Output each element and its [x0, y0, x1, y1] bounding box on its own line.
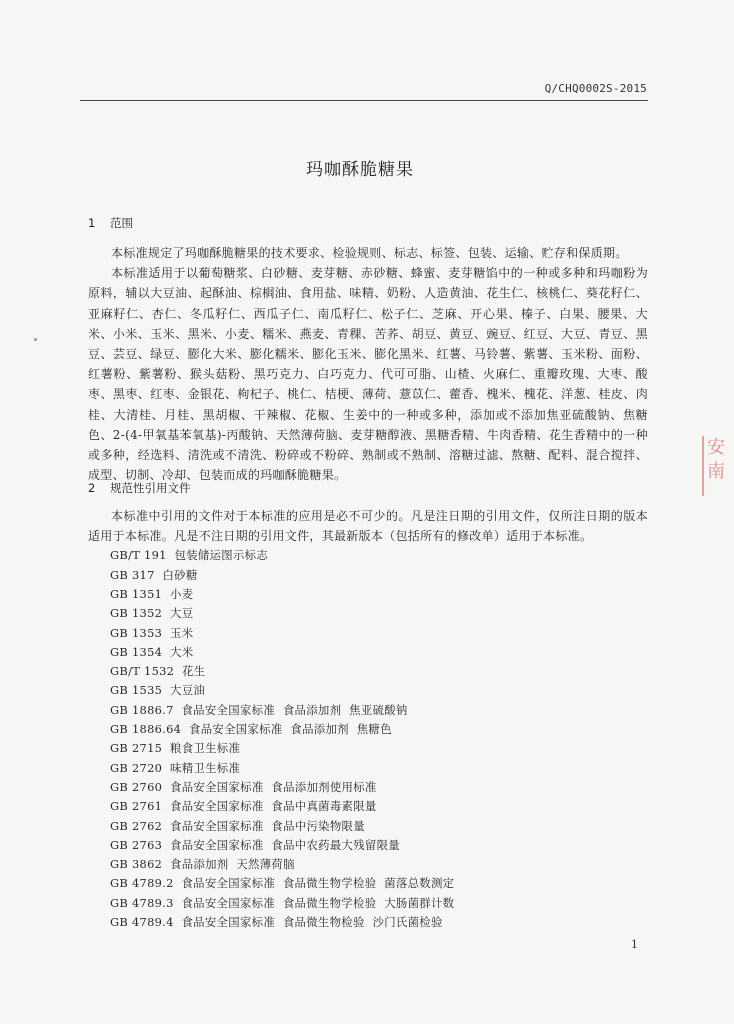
section-heading [88, 480, 648, 496]
reference-item: GB/T 1532 花生 [110, 664, 206, 679]
reference-list [88, 546, 648, 932]
reference-item: GB 4789.3 食品安全国家标准 食品微生物学检验 大肠菌群计数 [110, 895, 455, 910]
header-rule [80, 100, 648, 101]
reference-item: GB 1351 小麦 [110, 587, 194, 601]
reference-item: GB 2715 粮食卫生标准 [110, 741, 241, 756]
reference-item: GB 1886.7 食品安全国家标准 食品添加剂 焦亚硫酸钠 [110, 702, 408, 717]
paragraph: 本标准中引用的文件对于本标准的应用是必不可少的。凡是注日期的引用文件，仅所注日期的版本适用于本标准。凡是不注日期的引用文件，其最新版本（包括所有的修改单）适用于本标准。 [88, 509, 648, 544]
reference-item: GB 1352 大豆 [110, 606, 194, 621]
section-normative-references [88, 480, 648, 932]
reference-item: GB 1353 玉米 [110, 625, 194, 640]
section-title: 范围 [110, 216, 133, 230]
paragraph: 本标准适用于以葡萄糖浆、白砂糖、麦芽糖、赤砂糖、蜂蜜、麦芽糖馅中的一种或多种和玛咖粉为原料，辅以大豆油、起酥油、棕榈油、食用盐、味精、奶粉、人造黄油、花生仁、核桃仁、葵花籽仁、亚麻籽仁、杏仁、冬瓜籽仁、西瓜子仁、南瓜籽仁、松子仁、芝麻、开心果、榛子、白果、腰果、大米、小米、玉米、黑米、小麦、糯米、燕麦、青稞、苦荞、胡豆、黄豆、豌豆、红豆、大豆、青豆、黑豆、芸豆、绿豆、膨化大米、膨化糯米、膨化玉米、膨化黑米、红薯、马铃薯、紫薯、玉米粉、面粉、红薯粉、紫薯粉、猴头菇粉、黑巧克力、白巧克力、代可可脂、山楂、火麻仁、重瓣玫瑰、大枣、酸枣、黑枣、红枣、金银花、枸杞子、桃仁、桔梗、薄荷、薏苡仁、藿香、槐米、槐花、洋葱、桂皮、肉桂、大清桂、月桂、黑胡椒、干辣椒、花椒、生姜中的一种或多种，添加或不添加焦亚硫酸钠、焦糖色、2-(4-甲氧基苯氧基)-丙酸钠、天然薄荷脑、麦芽糖醇液、黑糖香精、牛肉香精、花生香精中的一种或多种，经选料、清洗或不清洗、粉碎或不粉碎、熟制或不熟制、溶糖过滤、熬糖、配料、混合搅拌、成型、切制、冷却、包装而成的玛咖酥脆糖果。 [88, 266, 648, 483]
reference-item: GB 2720 味精卫生标准 [110, 760, 241, 775]
reference-item: GB 2761 食品安全国家标准 食品中真菌毒素限量 [110, 799, 377, 814]
page-number: 1 [631, 938, 638, 951]
section-scope [88, 215, 648, 485]
section-number: 2 [88, 481, 96, 495]
reference-item: GB/T 191 包装储运图示标志 [110, 548, 269, 563]
reference-item: GB 4789.4 食品安全国家标准 食品微生物检验 沙门氏菌检验 [110, 915, 443, 930]
reference-item: GB 317 白砂糖 [110, 567, 198, 582]
section-title: 规范性引用文件 [110, 481, 191, 495]
section-number: 1 [88, 216, 96, 230]
reference-item: GB 1886.64 食品安全国家标准 食品添加剂 焦糖色 [110, 722, 392, 737]
section-heading [88, 215, 648, 231]
reference-item: GB 2763 食品安全国家标准 食品中农药最大残留限量 [110, 837, 400, 852]
seal-char: 安 [707, 437, 725, 458]
page-title: 玛咖酥脆糖果 [306, 160, 414, 180]
scan-speck [34, 338, 37, 341]
reference-item: GB 2762 食品安全国家标准 食品中污染物限量 [110, 818, 365, 833]
seal-stamp [702, 436, 734, 496]
seal-char: 南 [707, 461, 725, 482]
reference-item: GB 1354 大米 [110, 644, 194, 659]
reference-item: GB 1535 大豆油 [110, 683, 206, 698]
reference-item: GB 2760 食品安全国家标准 食品添加剂使用标准 [110, 779, 377, 794]
paragraph: 本标准规定了玛咖酥脆糖果的技术要求、检验规则、标志、标签、包装、运输、贮存和保质期。 [111, 246, 628, 260]
document-code: Q/CHQ0002S-2015 [544, 82, 647, 95]
reference-item: GB 3862 食品添加剂 天然薄荷脑 [110, 857, 295, 872]
reference-item: GB 4789.2 食品安全国家标准 食品微生物学检验 菌落总数测定 [110, 876, 455, 891]
